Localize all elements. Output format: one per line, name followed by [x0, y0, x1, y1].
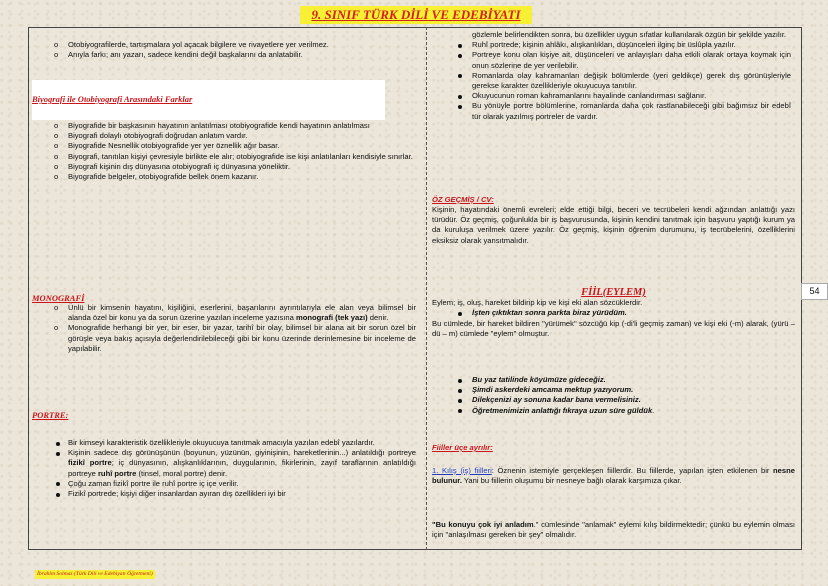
diff-heading: Biyografi ile Otobiyografi Arasındaki Farklar	[32, 94, 193, 104]
list-item: Okuyucunun roman kahramanlarını hayalinde canlandırması sağlanır.	[432, 91, 795, 101]
list-item: Çoğu zaman fizikî portre ile ruhî portre iç içe verilir.	[32, 479, 420, 489]
list-item: o Monografide herhangi bir yer, bir eser, bir yazar, tarihî bir olay, bilimsel bir alana ait bir sorun özel bir görüşle veya bakış açısıyla değerlendirilebileceği gibi bir konu üzerinde derinlemesine bir inceleme de yapılabilir.	[32, 323, 420, 354]
text-run: (tinsel, moral portre) denir.	[136, 468, 228, 478]
list-item: o Biyografide bir başkasının hayatının anlatılması otobiyografide kendi hayatının anlatılması	[32, 121, 420, 131]
portre-heading: PORTRE:	[32, 410, 69, 420]
column-divider	[426, 27, 427, 550]
portre-continued	[432, 30, 795, 122]
list-item: o Biyografi dolaylı otobiyografi doğrudan anlatım vardır.	[32, 131, 420, 141]
list-item: Portreye konu olan kişiye ait, düşünceleri ve anlayışları daha etkili olarak ortaya koymak için onun sözlerine de yer verilebilir.	[432, 50, 795, 70]
list-item: Bu yönüyle portre bölümlerine, romanlarda daha çok rastlanabileceği gibi bağımsız bir edebî tür olarak yazılmış portreler de vardır.	[432, 101, 795, 121]
example-sentence: Öğretmenimizin anlattığı fıkraya uzun süre güldük	[472, 405, 653, 415]
list-item: o Biyografide Nesnellik otobiyografide yer yer öznellik ağır basar.	[32, 141, 420, 151]
text-run: denir.	[367, 313, 389, 323]
list-item	[432, 308, 795, 318]
list-item: Dilekçenizi ay sonuna kadar bana vermelisiniz.	[432, 395, 795, 405]
list-item: o Biyografi, tanıtılan kişiyi çevresiyle birlikte ele alır; otobiyografide ise kişi anlatılanları kendisiyle sınırlar.	[32, 152, 420, 162]
quote-section	[432, 520, 795, 540]
continued-text: gözlemle belirlendikten sonra, bu özellikler uygun sıfatlar kullanılarak özgün bir şekilde yazılır.	[472, 30, 787, 39]
text-run: Ünlü bir kimsenin hayatını, kişiliğini, eserlerini, başarılarını ayrıntılarıyla ele alan veya bilimsel bir alanda özel bir konu ya da sorun üzerine yazılan inceleme yazısına	[68, 303, 416, 323]
list-item	[32, 448, 420, 479]
monografi-heading: MONOGRAFİ	[32, 293, 85, 303]
bold-term: monografi (tek yazı)	[295, 313, 368, 323]
text-run: ." cümlesinde "anlamak" eylemi kılış bildirmektedir; çünkü bu eylemin olması için "anlaşılması gereken bir şey" olmalıdır.	[432, 520, 795, 540]
bold-term: "Bu konuyu çok iyi anladım	[432, 520, 534, 529]
diff-heading-wrap	[32, 94, 420, 105]
quote-paragraph	[432, 520, 795, 540]
list-item: Ruhî portrede; kişinin ahlâkı, alışkanlıkları, düşünceleri ilginç bir üslûpla yazılır.	[432, 40, 795, 50]
list-item: Romanlarda olay kahramanları değişik bölümlerde (yeri geldikçe) gerek dış görünüşleriyle gerekse karakter özellikleriyle okuyucuya tanıtılır.	[432, 71, 795, 91]
list-item	[432, 406, 795, 416]
fiil-section	[432, 288, 795, 339]
page-title: 9. SINIF TÜRK DİLİ VE EDEBİYATI	[311, 7, 521, 22]
text-run: Yani bu fiillerin oluşumu bir nesneye bağlı olarak karşımıza çıkar.	[461, 476, 682, 486]
list-item	[32, 303, 420, 323]
examples-list	[432, 375, 795, 416]
list-item: o Biyografide belgeler, otobiyografide bellek önem kazanır.	[32, 172, 420, 182]
ozgecmis-heading: ÖZ GEÇMİŞ / CV:	[432, 195, 494, 204]
list-item: Bu yaz tatilinde köyümüze gideceğiz.	[432, 375, 795, 385]
otobiyografi-list	[32, 40, 420, 60]
text-run: Kişinin sadece dış görünüşünün (boyunun, yüzünün, giyinişinin, hareketlerinin...) anlatıldığı portreye	[68, 448, 416, 458]
types-heading: Fiiller üçe ayrılır:	[432, 443, 493, 452]
list-item: Fizikî portrede; kişiyi diğer insanlardan ayıran dış özellikleri iyi bir	[32, 489, 420, 499]
text-run: ; iç dünyasının, alışkanlıklarının, duygularının, fikirlerinin, zayıf taraflarının anlatıldığı portreye	[68, 458, 416, 478]
text-run: .	[652, 405, 655, 415]
kilis-section	[432, 466, 795, 486]
example-sentence: İşten çıktıktan sonra parkta biraz yürüdüm.	[472, 308, 627, 318]
diff-list	[32, 121, 420, 182]
monografi-list	[32, 303, 420, 354]
list-item: Şimdi askerdeki amcama mektup yazıyorum.	[432, 385, 795, 395]
list-item: o Anıyla farkı; anı yazarı, sadece kendini değil başkalarını da anlatabilir.	[32, 50, 420, 60]
header-title-bar	[300, 6, 532, 24]
portre-list	[32, 438, 420, 499]
text-run: : Öznenin istemiyle gerçekleşen fiillerdir. Bu fiillerde, yapılan işten etkilenen bir	[491, 466, 774, 475]
portre-heading-wrap	[32, 410, 420, 421]
bold-term: nesne bulunur.	[432, 466, 795, 486]
ozgecmis-section	[432, 205, 795, 246]
ozgecmis-text: Kişinin, hayatındaki önemli evreleri; elde ettiği bilgi, beceri ve tecrübeleri kendi ağzından anlattığı yazı türüdür. Öz geçmiş, çoğunlukla bir iş başvurusunda, kişinin kendini tanıtmak için başvuru yaptığı kurum ya da kuruluşa verilmek üzere yazılır. Öz geçmiş, kişinin öğrenim durumunu, iş tecrübelerini, özelliklerini eksiksiz olarak yansıtmalıdır.	[432, 205, 795, 245]
kilis-paragraph	[432, 466, 795, 486]
bold-term: ruhî portre	[97, 468, 137, 478]
list-item: o Biyografi kişinin dış dünyasına otobiyografi iç dünyasına yöneliktir.	[32, 162, 420, 172]
types-heading-wrap	[432, 443, 795, 453]
bold-term: fizikî portre	[68, 458, 112, 468]
list-item: Bir kimseyi karakteristik özellikleriyle okuyucuya tanıtmak amacıyla yazılan edebî yazılardır.	[32, 438, 420, 448]
fiil-definition: Eylem; iş, oluş, hareket bildirip kip ve kişi eki alan sözcüklerdir.	[432, 298, 643, 308]
page-number: 54	[801, 283, 828, 300]
kilis-label: 1. Kılış (iş) fiilleri	[432, 466, 492, 475]
ozgecmis-heading-wrap	[432, 195, 795, 205]
list-item: o Otobiyografilerde, tartışmalara yol açacak bilgilere ve rivayetlere yer verilmez.	[32, 40, 420, 50]
fiil-explanation: Bu cümlede, bir hareket bildiren "yürümek" sözcüğü kip (-di'li geçmiş zaman) ve kişi eki (-m) alarak, (yürü – dü – m) cümlede "eylem" olmuştur.	[432, 318, 795, 338]
footer-author: İbrahim Solmaz (Türk Dili ve Edebiyatı Öğretmeni)	[37, 571, 153, 577]
fiil-title: FİİL(EYLEM)	[581, 287, 646, 298]
